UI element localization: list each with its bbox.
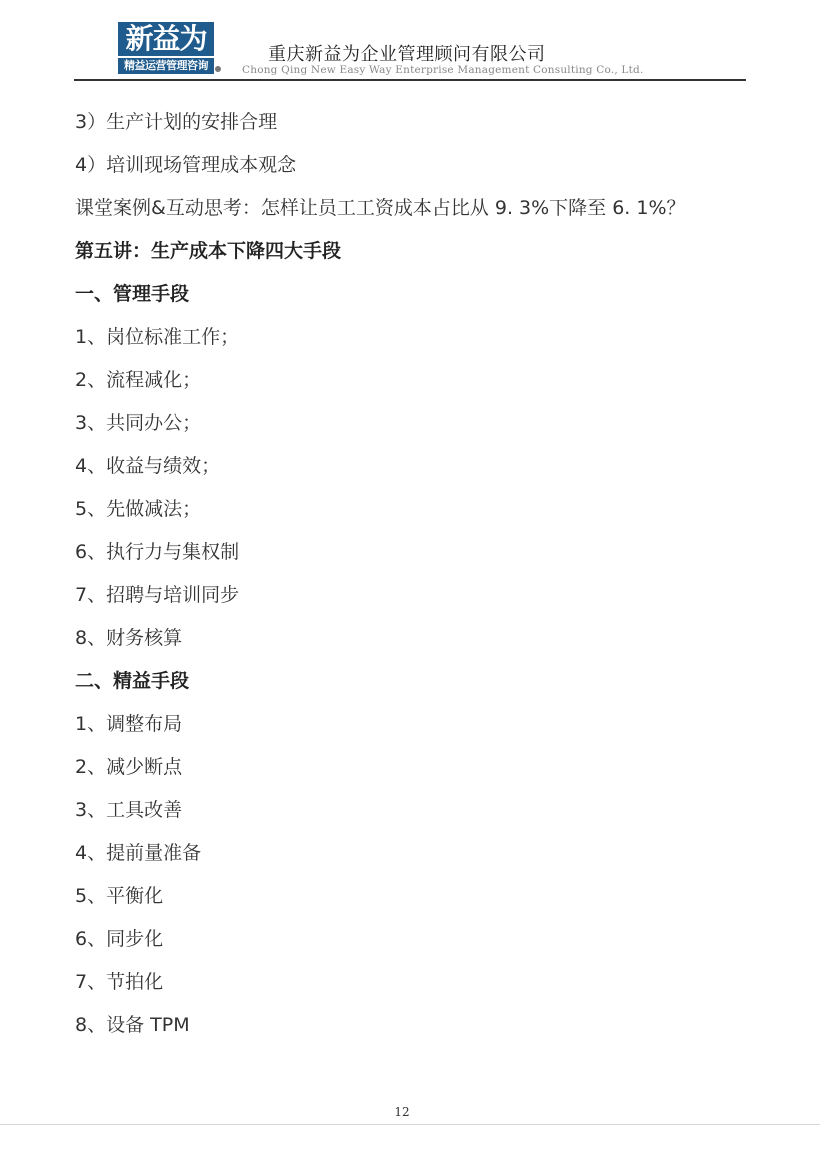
body-line: 4、收益与绩效；: [75, 455, 221, 477]
body-line: 1、调整布局: [75, 713, 183, 735]
body-line: 8、设备 TPM: [75, 1014, 190, 1036]
body-line: 2、流程减化；: [75, 369, 202, 391]
body-line: 3、共同办公；: [75, 412, 202, 434]
body-line: 5、平衡化: [75, 885, 164, 907]
logo-dot-icon: [215, 66, 221, 72]
company-name-cn: 重庆新益为企业管理顾问有限公司: [268, 44, 546, 65]
body-line: 8、财务核算: [75, 627, 183, 649]
company-name-en: Chong Qing New Easy Way Enterprise Management Consulting Co., Ltd.: [242, 64, 644, 76]
body-line: 3、工具改善: [75, 799, 183, 821]
logo-wordmark: 新益为: [118, 22, 214, 56]
body-line: 4、提前量准备: [75, 842, 202, 864]
body-line: 7、招聘与培训同步: [75, 584, 240, 606]
page-header: [0, 0, 820, 90]
section-heading: 二、精益手段: [75, 670, 190, 692]
body-line: 3）生产计划的安排合理: [75, 111, 278, 133]
logo-tagline: 精益运营管理咨询: [118, 58, 214, 74]
body-line: 4）培训现场管理成本观念: [75, 154, 297, 176]
company-logo: [118, 22, 222, 76]
body-line: 6、执行力与集权制: [75, 541, 240, 563]
section-heading: 一、管理手段: [75, 283, 190, 305]
body-line: 2、减少断点: [75, 756, 183, 778]
body-line: 5、先做减法；: [75, 498, 202, 520]
body-line: 6、同步化: [75, 928, 164, 950]
body-line: 课堂案例&互动思考：怎样让员工工资成本占比从 9. 3%下降至 6. 1%？: [75, 197, 686, 219]
body-line: 1、岗位标准工作；: [75, 326, 240, 348]
page-number: 12: [394, 1105, 410, 1119]
body-line: 7、节拍化: [75, 971, 164, 993]
footer-divider: [0, 1124, 820, 1125]
section-heading: 第五讲：生产成本下降四大手段: [75, 240, 342, 262]
header-divider: [74, 79, 746, 81]
